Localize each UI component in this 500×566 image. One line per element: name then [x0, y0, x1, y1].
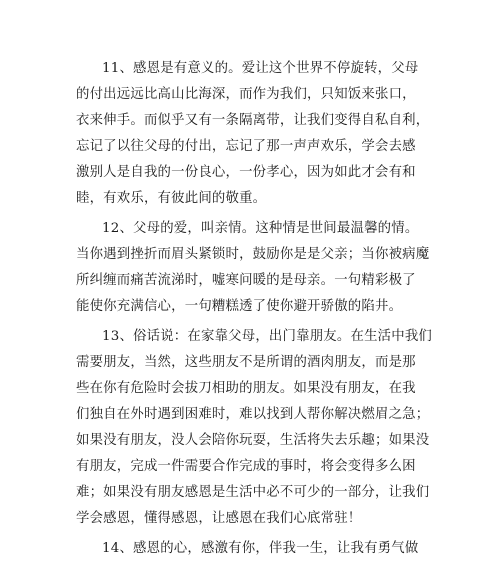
paragraph-line: 14、感恩的心，感激有你，伴我一生，让我有勇气做: [102, 541, 419, 556]
paragraph-14: [76, 536, 426, 562]
paragraph-line: 12、父母的爱，叫亲情。这种情是世间最温馨的情。: [102, 221, 419, 236]
paragraph-11: [76, 56, 430, 212]
paragraph-13: [76, 324, 433, 532]
paragraph-line: 能使你充满信心，一句糟糕透了使你避开骄傲的陷井。: [76, 299, 403, 314]
paragraph-line: 11、感恩是有意义的。爱让这个世界不停旋转，父母: [102, 61, 419, 76]
paragraph-line: 衣来伸手。而似乎又有一条隔离带，让我们变得自私自利，: [76, 113, 430, 128]
paragraph-line: 些在你有危险时会拔刀相助的朋友。如果没有朋友，在我: [76, 381, 416, 396]
paragraph-line: 有朋友，完成一件需要合作完成的事时，将会变得多么困: [76, 459, 416, 474]
paragraph-line: 睦，有欢乐，有彼此间的敬重。: [76, 191, 267, 206]
paragraph-line: 忘记了以往父母的付出，忘记了那一声声欢乐，学会去感: [76, 139, 416, 154]
paragraph-line: 如果没有朋友，没人会陪你玩耍，生活将失去乐趣；如果没: [76, 433, 430, 448]
paragraph-line: 13、俗话说：在家靠父母，出门靠朋友。在生活中我们: [102, 329, 433, 344]
paragraph-line: 所纠缠而痛苦流涕时，嘘寒问暖的是母亲。一句精彩极了: [76, 273, 416, 288]
paragraph-line: 的付出远远比高山比海深，而作为我们，只知饭来张口，: [76, 87, 416, 102]
paragraph-line: 激别人是自我的一份良心，一份孝心，因为如此才会有和: [76, 165, 416, 180]
paragraph-12: [76, 216, 430, 320]
paragraph-line: 学会感恩，懂得感恩，让感恩在我们心底常驻！: [76, 511, 362, 526]
document-body: [76, 56, 433, 562]
paragraph-line: 难；如果没有朋友感恩是生活中必不可少的一部分，让我们: [76, 485, 430, 500]
paragraph-line: 当你遇到挫折而眉头紧锁时，鼓励你是是父亲；当你被病魔: [76, 247, 430, 262]
paragraph-line: 需要朋友，当然，这些朋友不是所谓的酒肉朋友，而是那: [76, 355, 416, 370]
paragraph-line: 们独自在外时遇到困难时，难以找到人帮你解决燃眉之急；: [76, 407, 430, 422]
